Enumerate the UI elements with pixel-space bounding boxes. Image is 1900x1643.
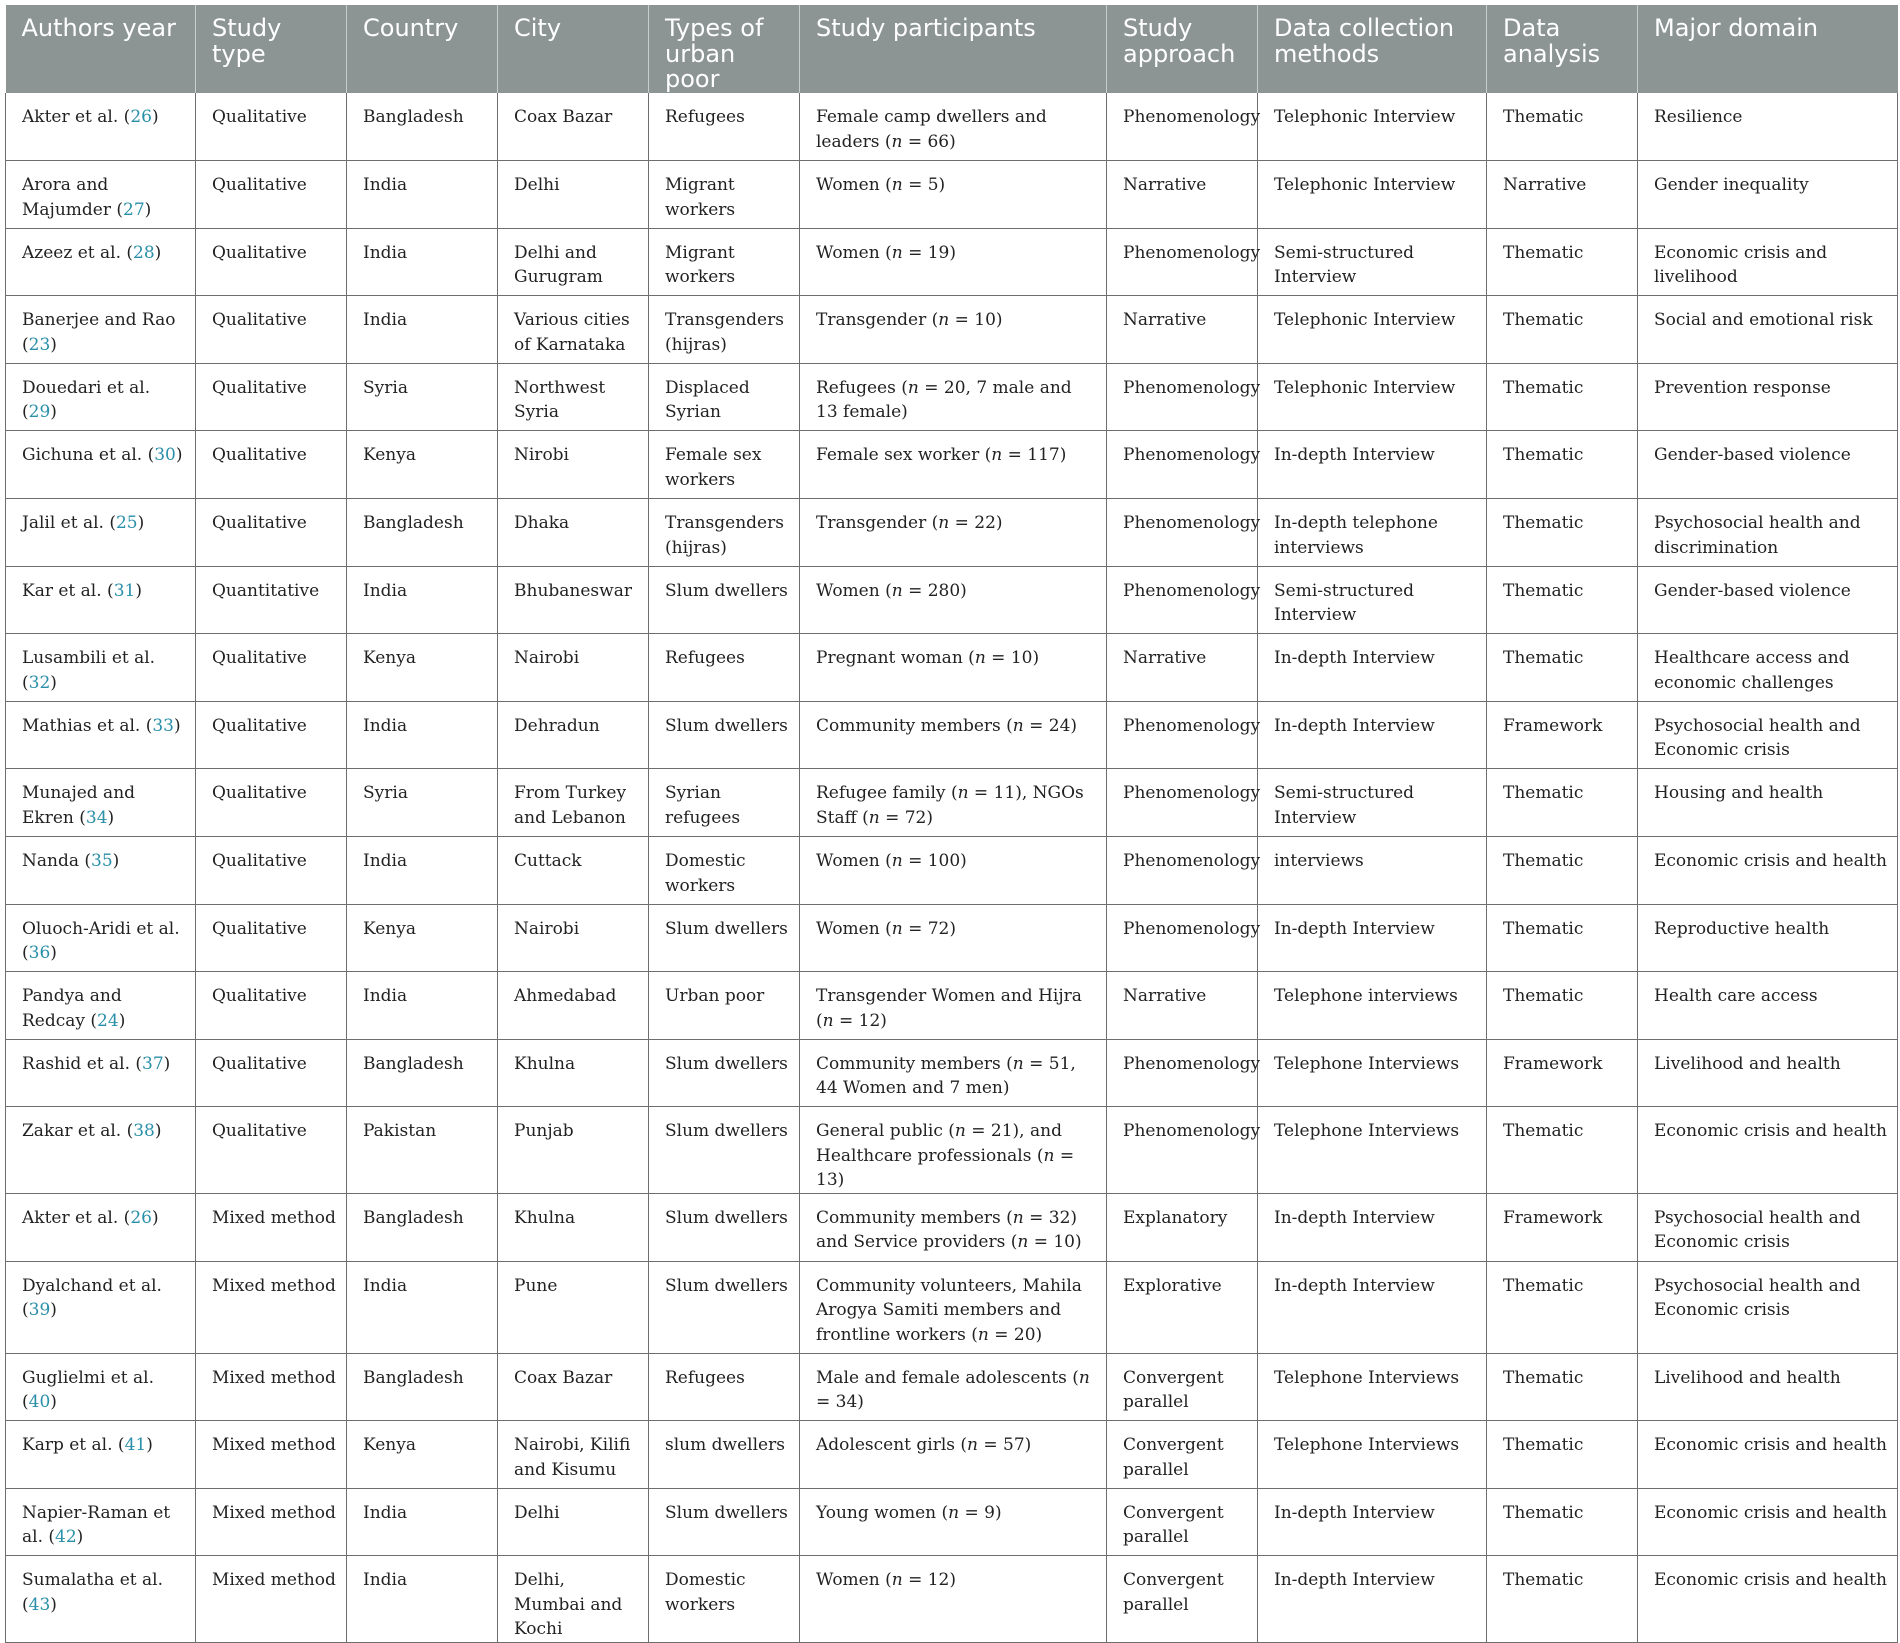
country-cell: Bangladesh (347, 1353, 498, 1421)
participants-cell: Adolescent girls (n = 57) (800, 1421, 1107, 1489)
urban-poor-type-cell: Domestic workers (649, 1556, 800, 1643)
analysis-cell: Thematic (1487, 1107, 1638, 1194)
study-type-cell: Qualitative (196, 161, 347, 229)
study-approach-cell: Explorative (1107, 1261, 1258, 1353)
author-name: Azeez et al. ( (22, 242, 134, 263)
urban-poor-type-cell: Migrant workers (649, 228, 800, 296)
country-cell: India (347, 701, 498, 769)
participants-cell: Women (n = 100) (800, 837, 1107, 905)
study-approach-cell: Narrative (1107, 161, 1258, 229)
methods-cell: In-depth Interview (1258, 431, 1487, 499)
study-type-cell: Qualitative (196, 701, 347, 769)
reference-link[interactable]: 37 (142, 1053, 164, 1074)
participants-cell: Female sex worker (n = 117) (800, 431, 1107, 499)
column-header: Major domain (1638, 5, 1898, 93)
analysis-cell: Thematic (1487, 363, 1638, 431)
table-row (6, 1261, 1898, 1353)
analysis-cell: Thematic (1487, 1353, 1638, 1421)
study-approach-cell: Phenomenology (1107, 228, 1258, 296)
participants-cell: General public (n = 21), and Healthcare professionals (n = 13) (800, 1107, 1107, 1194)
reference-link[interactable]: 40 (28, 1392, 51, 1412)
domain-cell: Psychosocial health and Economic crisis (1638, 1193, 1898, 1261)
table-row (6, 634, 1898, 702)
country-cell: India (347, 296, 498, 364)
urban-poor-type-cell: Syrian refugees (649, 769, 800, 837)
reference-link[interactable]: 25 (115, 513, 138, 534)
table-row (6, 1193, 1898, 1261)
participants-cell: Pregnant woman (n = 10) (800, 634, 1107, 702)
reference-link[interactable]: 24 (97, 1010, 119, 1031)
analysis-cell: Framework (1487, 1193, 1638, 1261)
urban-poor-type-cell: Slum dwellers (649, 1488, 800, 1556)
domain-cell: Healthcare access and economic challenges (1638, 634, 1898, 702)
domain-cell: Gender-based violence (1638, 566, 1898, 634)
country-cell: Bangladesh (347, 499, 498, 567)
table-row (6, 499, 1898, 567)
study-approach-cell: Convergent parallel (1107, 1353, 1258, 1421)
urban-poor-type-cell: Displaced Syrian (649, 363, 800, 431)
city-cell: Nairobi (498, 904, 649, 972)
table-row (6, 566, 1898, 634)
analysis-cell: Thematic (1487, 431, 1638, 499)
author-cell: Lusambili et al. (32) (6, 634, 196, 702)
study-type-cell: Qualitative (196, 972, 347, 1040)
author-name: Gichuna et al. ( (22, 445, 155, 466)
participants-cell: Refugees (n = 20, 7 male and 13 female) (800, 363, 1107, 431)
methods-cell: Semi-structured Interview (1258, 769, 1487, 837)
methods-cell: In-depth Interview (1258, 1193, 1487, 1261)
city-cell: Dhaka (498, 499, 649, 567)
author-name: Dyalchand et al. ( (22, 1275, 162, 1320)
methods-cell: Semi-structured Interview (1258, 228, 1487, 296)
study-type-cell: Qualitative (196, 296, 347, 364)
study-approach-cell: Phenomenology (1107, 363, 1258, 431)
city-cell: Coax Bazar (498, 93, 649, 161)
author-cell: Akter et al. (26) (6, 93, 196, 161)
methods-cell: Telephone Interviews (1258, 1353, 1487, 1421)
city-cell: Nairobi (498, 634, 649, 702)
study-approach-cell: Phenomenology (1107, 701, 1258, 769)
author-cell: Guglielmi et al. (40) (6, 1353, 196, 1421)
domain-cell: Economic crisis and health (1638, 837, 1898, 905)
domain-cell: Psychosocial health and Economic crisis (1638, 701, 1898, 769)
study-approach-cell: Phenomenology (1107, 1039, 1258, 1107)
methods-cell: In-depth Interview (1258, 634, 1487, 702)
analysis-cell: Thematic (1487, 769, 1638, 837)
participants-cell: Community members (n = 24) (800, 701, 1107, 769)
participants-cell: Male and female adolescents (n = 34) (800, 1353, 1107, 1421)
author-cell: Dyalchand et al. (39) (6, 1261, 196, 1353)
participants-cell: Community members (n = 51, 44 Women and 7 men) (800, 1039, 1107, 1107)
urban-poor-type-cell: Transgenders (hijras) (649, 499, 800, 567)
study-type-cell: Mixed method (196, 1261, 347, 1353)
study-type-cell: Mixed method (196, 1488, 347, 1556)
study-approach-cell: Narrative (1107, 972, 1258, 1040)
methods-cell: interviews (1258, 837, 1487, 905)
analysis-cell: Thematic (1487, 566, 1638, 634)
country-cell: India (347, 972, 498, 1040)
study-approach-cell: Phenomenology (1107, 904, 1258, 972)
methods-cell: Telephone Interviews (1258, 1039, 1487, 1107)
reference-link[interactable]: 41 (124, 1435, 147, 1456)
country-cell: Syria (347, 363, 498, 431)
country-cell: India (347, 228, 498, 296)
domain-cell: Livelihood and health (1638, 1039, 1898, 1107)
reference-link[interactable]: 33 (152, 715, 174, 736)
reference-link[interactable]: 29 (28, 402, 51, 423)
study-type-cell: Mixed method (196, 1421, 347, 1489)
country-cell: Kenya (347, 1421, 498, 1489)
header-row (6, 5, 1898, 93)
methods-cell: In-depth Interview (1258, 904, 1487, 972)
city-cell: Delhi, Mumbai and Kochi (498, 1556, 649, 1643)
analysis-cell: Thematic (1487, 1421, 1638, 1489)
study-type-cell: Qualitative (196, 93, 347, 161)
table-row (6, 837, 1898, 905)
domain-cell: Livelihood and health (1638, 1353, 1898, 1421)
author-name: Arora and Majumder ( (22, 175, 123, 220)
author-cell: Napier-Raman et al. (42) (6, 1488, 196, 1556)
domain-cell: Housing and health (1638, 769, 1898, 837)
table-row (6, 228, 1898, 296)
author-name: Jalil et al. ( (22, 513, 116, 534)
urban-poor-type-cell: Refugees (649, 93, 800, 161)
author-cell: Rashid et al. (37) (6, 1039, 196, 1107)
participants-cell: Women (n = 280) (800, 566, 1107, 634)
urban-poor-type-cell: Slum dwellers (649, 566, 800, 634)
city-cell: Bhubaneswar (498, 566, 649, 634)
city-cell: Punjab (498, 1107, 649, 1194)
author-cell: Gichuna et al. (30) (6, 431, 196, 499)
table-row (6, 769, 1898, 837)
reference-link[interactable]: 30 (154, 445, 176, 466)
methods-cell: Telephonic Interview (1258, 296, 1487, 364)
urban-poor-type-cell: Domestic workers (649, 837, 800, 905)
city-cell: Ahmedabad (498, 972, 649, 1040)
author-cell: Kar et al. (31) (6, 566, 196, 634)
urban-poor-type-cell: Slum dwellers (649, 1193, 800, 1261)
author-cell: Sumalatha et al. (43) (6, 1556, 196, 1643)
domain-cell: Psychosocial health and Economic crisis (1638, 1261, 1898, 1353)
urban-poor-type-cell: Slum dwellers (649, 1107, 800, 1194)
analysis-cell: Thematic (1487, 93, 1638, 161)
analysis-cell: Thematic (1487, 296, 1638, 364)
urban-poor-type-cell: Refugees (649, 634, 800, 702)
country-cell: Kenya (347, 634, 498, 702)
study-type-cell: Qualitative (196, 1107, 347, 1194)
table-row (6, 972, 1898, 1040)
study-type-cell: Qualitative (196, 499, 347, 567)
city-cell: From Turkey and Lebanon (498, 769, 649, 837)
reference-link[interactable]: 28 (133, 242, 155, 263)
participants-cell: Transgender (n = 22) (800, 499, 1107, 567)
reference-link[interactable]: 39 (28, 1300, 51, 1320)
methods-cell: In-depth Interview (1258, 1488, 1487, 1556)
study-approach-cell: Phenomenology (1107, 769, 1258, 837)
column-header: Authors year (6, 5, 196, 93)
author-name: Akter et al. ( (22, 107, 131, 127)
author-name: Munajed and Ekren ( (22, 783, 136, 828)
city-cell: Delhi and Gurugram (498, 228, 649, 296)
study-type-cell: Qualitative (196, 1039, 347, 1107)
analysis-cell: Thematic (1487, 499, 1638, 567)
table-row (6, 1421, 1898, 1489)
methods-cell: Telephonic Interview (1258, 161, 1487, 229)
table-row (6, 296, 1898, 364)
urban-poor-type-cell: slum dwellers (649, 1421, 800, 1489)
reference-link[interactable]: 26 (130, 1207, 152, 1228)
study-type-cell: Mixed method (196, 1193, 347, 1261)
study-approach-cell: Phenomenology (1107, 837, 1258, 905)
author-cell: Zakar et al. (38) (6, 1107, 196, 1194)
author-cell: Arora and Majumder (27) (6, 161, 196, 229)
participants-cell: Transgender Women and Hijra (n = 12) (800, 972, 1107, 1040)
country-cell: India (347, 1488, 498, 1556)
author-name: Banerjee and Rao ( (22, 310, 176, 355)
domain-cell: Economic crisis and health (1638, 1488, 1898, 1556)
table-row (6, 1107, 1898, 1194)
study-approach-cell: Convergent parallel (1107, 1488, 1258, 1556)
table-row (6, 431, 1898, 499)
study-approach-cell: Explanatory (1107, 1193, 1258, 1261)
author-cell: Banerjee and Rao (23) (6, 296, 196, 364)
column-header: Data collection methods (1258, 5, 1487, 93)
author-name: Zakar et al. ( (22, 1121, 134, 1142)
domain-cell: Social and emotional risk (1638, 296, 1898, 364)
domain-cell: Gender-based violence (1638, 431, 1898, 499)
analysis-cell: Thematic (1487, 837, 1638, 905)
table-row (6, 1353, 1898, 1421)
domain-cell: Economic crisis and health (1638, 1556, 1898, 1643)
domain-cell: Economic crisis and health (1638, 1107, 1898, 1194)
methods-cell: In-depth Interview (1258, 1261, 1487, 1353)
study-type-cell: Qualitative (196, 769, 347, 837)
reference-link[interactable]: 34 (85, 807, 108, 828)
table-row (6, 161, 1898, 229)
study-approach-cell: Narrative (1107, 296, 1258, 364)
analysis-cell: Thematic (1487, 904, 1638, 972)
reference-link[interactable]: 43 (28, 1594, 51, 1615)
author-cell: Mathias et al. (33) (6, 701, 196, 769)
participants-cell: Refugee family (n = 11), NGOs Staff (n = 72) (800, 769, 1107, 837)
city-cell: Nirobi (498, 431, 649, 499)
table-row (6, 1488, 1898, 1556)
study-type-cell: Quantitative (196, 566, 347, 634)
study-type-cell: Qualitative (196, 904, 347, 972)
author-cell: Azeez et al. (28) (6, 228, 196, 296)
analysis-cell: Thematic (1487, 972, 1638, 1040)
country-cell: Pakistan (347, 1107, 498, 1194)
author-cell: Nanda (35) (6, 837, 196, 905)
domain-cell: Health care access (1638, 972, 1898, 1040)
study-type-cell: Qualitative (196, 837, 347, 905)
participants-cell: Women (n = 19) (800, 228, 1107, 296)
urban-poor-type-cell: Slum dwellers (649, 904, 800, 972)
analysis-cell: Thematic (1487, 1488, 1638, 1556)
analysis-cell: Framework (1487, 701, 1638, 769)
study-type-cell: Mixed method (196, 1353, 347, 1421)
city-cell: Dehradun (498, 701, 649, 769)
table-row (6, 701, 1898, 769)
author-cell: Douedari et al. (29) (6, 363, 196, 431)
participants-cell: Female camp dwellers and leaders (n = 66) (800, 93, 1107, 161)
city-cell: Khulna (498, 1193, 649, 1261)
author-name: Douedari et al. ( (22, 377, 151, 423)
analysis-cell: Framework (1487, 1039, 1638, 1107)
author-name: Pandya and Redcay ( (22, 986, 122, 1031)
country-cell: Kenya (347, 431, 498, 499)
participants-cell: Community members (n = 32) and Service providers (n = 10) (800, 1193, 1107, 1261)
author-cell: Jalil et al. (25) (6, 499, 196, 567)
domain-cell: Psychosocial health and discrimination (1638, 499, 1898, 567)
column-header: Study type (196, 5, 347, 93)
reference-link[interactable]: 36 (28, 943, 51, 964)
study-approach-cell: Phenomenology (1107, 93, 1258, 161)
participants-cell: Women (n = 5) (800, 161, 1107, 229)
domain-cell: Gender inequality (1638, 161, 1898, 229)
study-approach-cell: Phenomenology (1107, 499, 1258, 567)
author-name: Sumalatha et al. ( (22, 1570, 164, 1615)
domain-cell: Reproductive health (1638, 904, 1898, 972)
study-type-cell: Qualitative (196, 431, 347, 499)
study-type-cell: Mixed method (196, 1556, 347, 1643)
reference-link[interactable]: 26 (130, 107, 152, 127)
analysis-cell: Thematic (1487, 1556, 1638, 1643)
table-row (6, 363, 1898, 431)
country-cell: India (347, 161, 498, 229)
author-cell: Oluoch-Aridi et al. (36) (6, 904, 196, 972)
author-name: Mathias et al. ( (22, 715, 153, 736)
table-row (6, 904, 1898, 972)
country-cell: Bangladesh (347, 1039, 498, 1107)
methods-cell: Telephone Interviews (1258, 1107, 1487, 1194)
analysis-cell: Thematic (1487, 634, 1638, 702)
urban-poor-type-cell: Slum dwellers (649, 1039, 800, 1107)
author-name: Napier-Raman et al. ( (22, 1502, 171, 1548)
analysis-cell: Narrative (1487, 161, 1638, 229)
city-cell: Various cities of Karnataka (498, 296, 649, 364)
study-approach-cell: Convergent parallel (1107, 1556, 1258, 1643)
city-cell: Delhi (498, 1488, 649, 1556)
country-cell: India (347, 837, 498, 905)
city-cell: Khulna (498, 1039, 649, 1107)
table-row (6, 93, 1898, 161)
author-name: Lusambili et al. ( (22, 648, 156, 693)
participants-cell: Community volunteers, Mahila Arogya Samiti members and frontline workers (n = 20) (800, 1261, 1107, 1353)
author-name: Oluoch-Aridi et al. ( (22, 918, 180, 964)
domain-cell: Economic crisis and livelihood (1638, 228, 1898, 296)
study-approach-cell: Phenomenology (1107, 1107, 1258, 1194)
methods-cell: Telephonic Interview (1258, 93, 1487, 161)
study-approach-cell: Convergent parallel (1107, 1421, 1258, 1489)
column-header: Study participants (800, 5, 1107, 93)
study-type-cell: Qualitative (196, 363, 347, 431)
column-header: Study approach (1107, 5, 1258, 93)
author-name: Akter et al. ( (22, 1207, 131, 1228)
author-cell: Pandya and Redcay (24) (6, 972, 196, 1040)
analysis-cell: Thematic (1487, 1261, 1638, 1353)
analysis-cell: Thematic (1487, 228, 1638, 296)
urban-poor-type-cell: Slum dwellers (649, 1261, 800, 1353)
reference-link[interactable]: 35 (91, 851, 113, 872)
country-cell: India (347, 1556, 498, 1643)
column-header: Types of urban poor (649, 5, 800, 93)
domain-cell: Resilience (1638, 93, 1898, 161)
city-cell: Nairobi, Kilifi and Kisumu (498, 1421, 649, 1489)
country-cell: Bangladesh (347, 1193, 498, 1261)
country-cell: Kenya (347, 904, 498, 972)
column-header: Data analysis (1487, 5, 1638, 93)
reference-link[interactable]: 42 (55, 1527, 77, 1548)
urban-poor-type-cell: Slum dwellers (649, 701, 800, 769)
author-cell: Karp et al. (41) (6, 1421, 196, 1489)
methods-cell: In-depth telephone interviews (1258, 499, 1487, 567)
methods-cell: Telephone Interviews (1258, 1421, 1487, 1489)
urban-poor-type-cell: Refugees (649, 1353, 800, 1421)
country-cell: Bangladesh (347, 93, 498, 161)
author-name: Kar et al. ( (22, 580, 114, 601)
participants-cell: Women (n = 12) (800, 1556, 1107, 1643)
author-name: Guglielmi et al. ( (22, 1367, 155, 1412)
author-name: Karp et al. ( (22, 1435, 125, 1456)
methods-cell: In-depth Interview (1258, 1556, 1487, 1643)
study-type-cell: Qualitative (196, 228, 347, 296)
urban-poor-type-cell: Transgenders (hijras) (649, 296, 800, 364)
reference-link[interactable]: 38 (133, 1121, 155, 1142)
city-cell: Delhi (498, 161, 649, 229)
study-approach-cell: Narrative (1107, 634, 1258, 702)
participants-cell: Young women (n = 9) (800, 1488, 1107, 1556)
country-cell: India (347, 566, 498, 634)
reference-link[interactable]: 32 (28, 672, 51, 693)
author-name: Nanda ( (22, 851, 92, 872)
country-cell: Syria (347, 769, 498, 837)
author-cell: Akter et al. (26) (6, 1193, 196, 1261)
studies-table (5, 5, 1898, 1643)
reference-link[interactable]: 23 (28, 334, 51, 355)
author-cell: Munajed and Ekren (34) (6, 769, 196, 837)
participants-cell: Transgender (n = 10) (800, 296, 1107, 364)
methods-cell: In-depth Interview (1258, 701, 1487, 769)
column-header: City (498, 5, 649, 93)
urban-poor-type-cell: Migrant workers (649, 161, 800, 229)
participants-cell: Women (n = 72) (800, 904, 1107, 972)
urban-poor-type-cell: Female sex workers (649, 431, 800, 499)
city-cell: Northwest Syria (498, 363, 649, 431)
city-cell: Pune (498, 1261, 649, 1353)
reference-link[interactable]: 27 (123, 199, 145, 220)
methods-cell: Semi-structured Interview (1258, 566, 1487, 634)
country-cell: India (347, 1261, 498, 1353)
domain-cell: Economic crisis and health (1638, 1421, 1898, 1489)
reference-link[interactable]: 31 (113, 580, 136, 601)
methods-cell: Telephonic Interview (1258, 363, 1487, 431)
study-approach-cell: Phenomenology (1107, 431, 1258, 499)
methods-cell: Telephone interviews (1258, 972, 1487, 1040)
column-header: Country (347, 5, 498, 93)
domain-cell: Prevention response (1638, 363, 1898, 431)
city-cell: Coax Bazar (498, 1353, 649, 1421)
study-type-cell: Qualitative (196, 634, 347, 702)
city-cell: Cuttack (498, 837, 649, 905)
urban-poor-type-cell: Urban poor (649, 972, 800, 1040)
study-approach-cell: Phenomenology (1107, 566, 1258, 634)
author-name: Rashid et al. ( (22, 1053, 143, 1074)
table-row (6, 1556, 1898, 1643)
table-row (6, 1039, 1898, 1107)
